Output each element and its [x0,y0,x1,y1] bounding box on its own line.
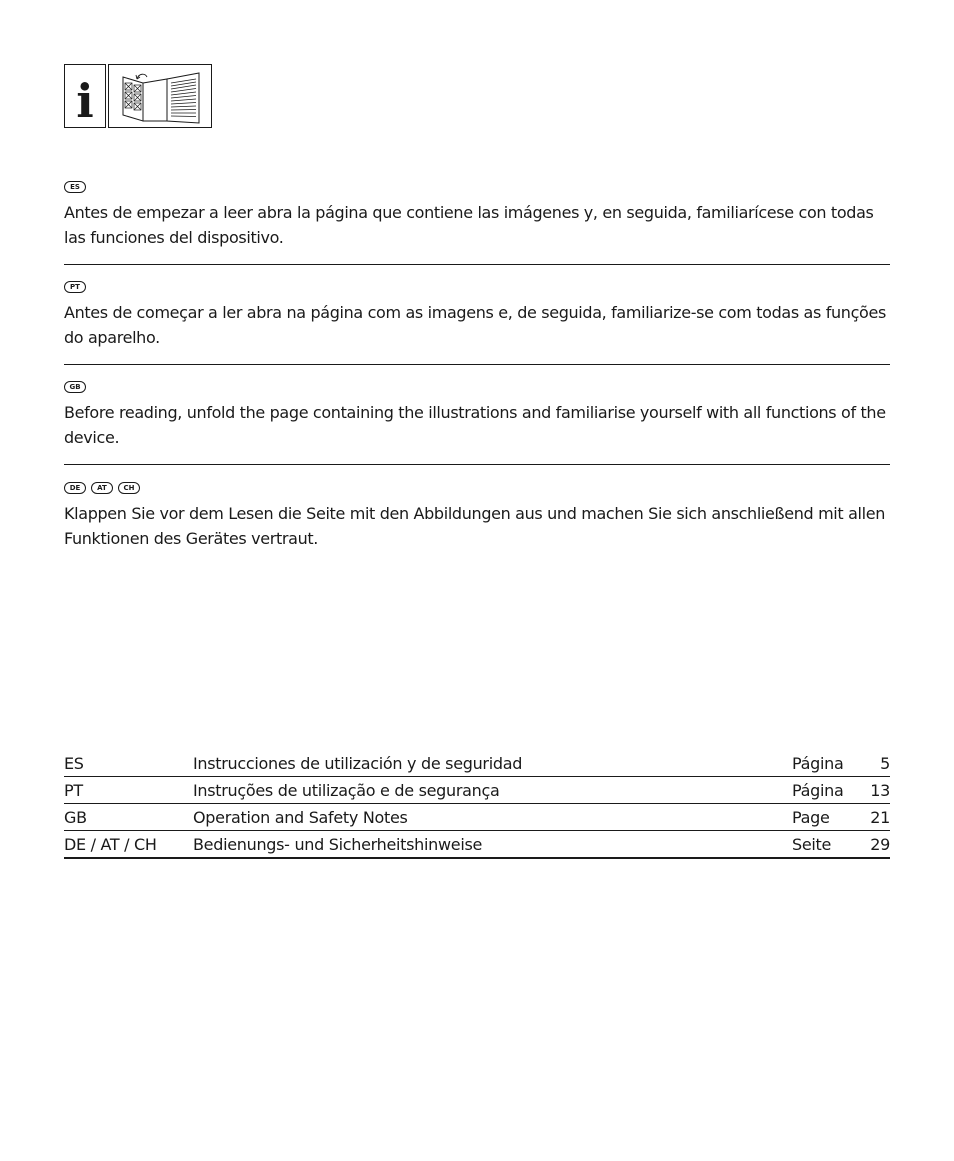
toc-language-code: ES [64,750,193,777]
country-badges [64,482,890,496]
toc-row[interactable] [64,831,890,859]
section-text-de: Klappen Sie vor dem Lesen die Seite mit den Abbildungen aus und machen Sie sich anschließend mit allen Funktionen des Gerätes vertraut. [64,504,885,548]
toc-page-label: Seite [792,831,862,859]
country-badge-gb: GB [64,381,86,393]
toc-title: Operation and Safety Notes [193,804,792,831]
country-badge-pt: PT [64,281,86,293]
toc-page-label: Página [792,777,862,804]
toc-title: Bedienungs- und Sicherheitshinweise [193,831,792,859]
country-badges [64,181,890,195]
country-badge-ch: CH [118,482,140,494]
toc-language-code: PT [64,777,193,804]
toc-page-number: 29 [862,831,890,859]
divider [64,464,890,465]
toc-language-code: GB [64,804,193,831]
toc-page-number: 13 [862,777,890,804]
toc-row[interactable] [64,750,890,777]
section-text-gb: Before reading, unfold the page containing the illustrations and familiarise yourself with all functions of the device. [64,403,886,447]
country-badge-at: AT [91,482,113,494]
section-text-pt: Antes de começar a ler abra na página com as imagens e, de seguida, familiarize-se com todas as funções do aparelho. [64,303,886,347]
table-of-contents [64,750,890,859]
lang-section-gb [64,381,890,450]
country-badges [64,381,890,395]
lang-section-de [64,482,890,551]
divider [64,264,890,265]
toc-page-label: Page [792,804,862,831]
country-badge-de: DE [64,482,86,494]
toc-title: Instrucciones de utilización y de seguridad [193,750,792,777]
fold-out-pages-icon [108,64,212,128]
toc-row[interactable] [64,804,890,831]
lang-section-pt [64,281,890,350]
toc-language-code: DE / AT / CH [64,831,193,859]
lang-section-es [64,181,890,250]
country-badge-es: ES [64,181,86,193]
toc-title: Instruções de utilização e de segurança [193,777,792,804]
info-icon [64,64,106,128]
country-badges [64,281,890,295]
toc-page-number: 5 [862,750,890,777]
toc-page-label: Página [792,750,862,777]
svg-text:i: i [76,74,94,127]
toc-page-number: 21 [862,804,890,831]
divider [64,364,890,365]
section-text-es: Antes de empezar a leer abra la página que contiene las imágenes y, en seguida, familiarícese con todas las funciones del dispositivo. [64,203,874,247]
toc-row[interactable] [64,777,890,804]
